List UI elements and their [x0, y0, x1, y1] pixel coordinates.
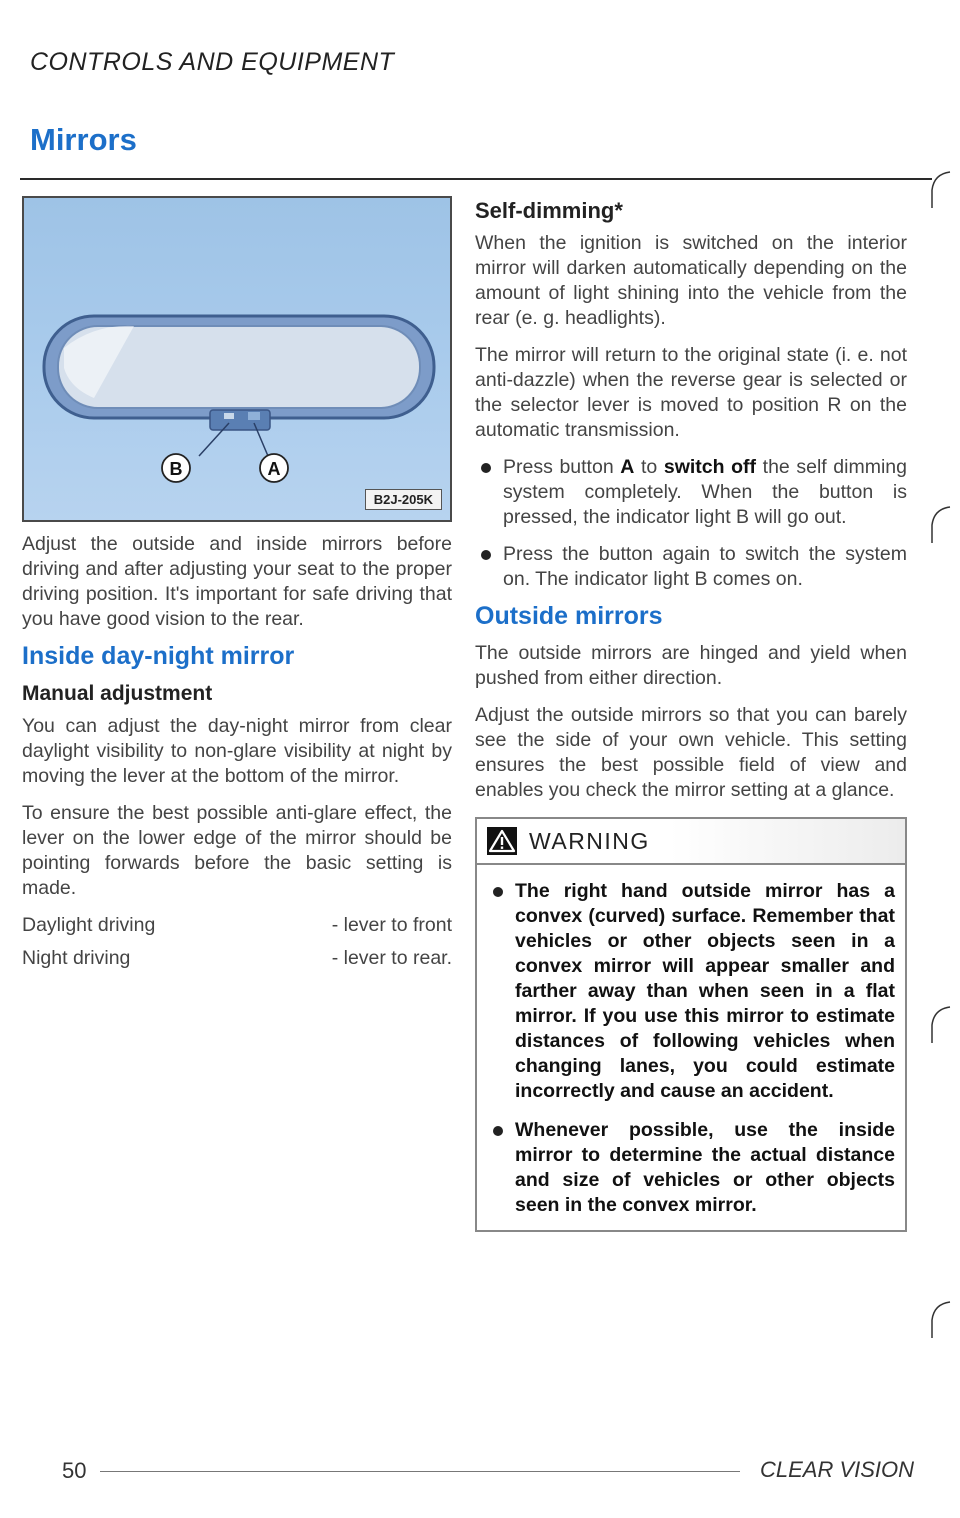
self-dimming-paragraph-2: The mirror will return to the original state (i. e. not anti-dazzle) when the reverse gear is selected or the selector lever is moved to position R on the automatic transmission.: [475, 344, 907, 441]
callout-a-label: A: [267, 459, 281, 479]
self-dimming-paragraph-1: When the ignition is switched on the interior mirror will darken automatically depending on the amount of light shining into the vehicle from the rear (e. g. headlights).: [475, 232, 907, 329]
mirror-base-control: [210, 410, 270, 430]
manual-paragraph-1: You can adjust the day-night mirror from clear daylight visibility to non-glare visibility at night by moving the lever at the bottom of the mirror.: [22, 715, 452, 787]
left-column: [22, 532, 452, 979]
bullet-text: Press button: [503, 456, 621, 478]
self-dimming-heading: Self-dimming*: [475, 198, 623, 223]
callout-b-label: B: [169, 459, 183, 479]
driving-value: - lever to rear.: [331, 947, 452, 969]
inside-mirror-heading: Inside day-night mirror: [22, 642, 295, 670]
bullet-text: to: [634, 456, 664, 478]
warning-bullet-2: Whenever possible, use the inside mirror to determine the actual distance and size of vehicles or other objects seen in the convex mirror.: [487, 1118, 895, 1218]
button-a: [248, 412, 260, 420]
page-edge-mark: [928, 170, 952, 210]
outside-mirrors-heading: Outside mirrors: [475, 602, 663, 630]
warning-bullet-1: The right hand outside mirror has a convex (curved) surface. Remember that vehicles or other objects seen in a convex mirror will appear smaller and farther away than when seen in a flat mirror. If you use this mirror to estimate distances of following vehicles when changing lanes, you could estimate incorrectly and cause an accident.: [487, 879, 895, 1104]
driving-row: [22, 913, 452, 938]
rearview-mirror-illustration: [24, 198, 450, 520]
page-edge-mark: [928, 1005, 952, 1045]
bullet-text: the self dimming system completely. When the button is pressed, the indicator light B will go out.: [503, 456, 907, 528]
footer-rule: [100, 1471, 740, 1472]
manual-paragraph-2: To ensure the best possible anti-glare effect, the lever on the lower edge of the mirror should be pointing forwards before the basic setting is made.: [22, 802, 452, 899]
page-edge-mark: [928, 505, 952, 545]
intro-paragraph: Adjust the outside and inside mirrors before driving and after adjusting your seat to the proper driving position. It's important for safe driving that you have good vision to the rear.: [22, 533, 452, 630]
warning-header: [477, 819, 905, 865]
driving-value: - lever to front: [331, 914, 452, 936]
warning-triangle-icon: [487, 827, 517, 855]
switch-off-keyword: switch off: [663, 456, 757, 478]
page-edge-mark: [928, 1300, 952, 1340]
bullet-switch-off: [475, 455, 907, 530]
chapter-title: CLEAR VISION: [760, 1457, 915, 1482]
outside-paragraph-1: The outside mirrors are hinged and yield when pushed from either direction.: [475, 642, 907, 689]
indicator-light-b: [224, 413, 234, 419]
figure-code: B2J-205K: [365, 489, 442, 510]
driving-label: Night driving: [22, 947, 131, 969]
manual-adjustment-heading: Manual adjustment: [22, 682, 213, 705]
page-number: 50: [62, 1458, 87, 1483]
bullet-switch-on: Press the button again to switch the system on. The indicator light B comes on.: [475, 542, 907, 592]
warning-box: [475, 817, 907, 1232]
right-column: [475, 198, 907, 1232]
page-title: Mirrors: [30, 122, 137, 157]
driving-row: [22, 946, 452, 971]
running-header: CONTROLS AND EQUIPMENT: [30, 48, 395, 76]
driving-label: Daylight driving: [22, 914, 156, 936]
title-rule: [20, 178, 932, 180]
mirror-figure: [22, 196, 452, 522]
outside-paragraph-2: Adjust the outside mirrors so that you can barely see the side of your own vehicle. This setting ensures the best possible field of view and enables you check the mirror setting at a glance.: [475, 704, 907, 801]
warning-body: [477, 865, 905, 1218]
button-a-ref: A: [620, 456, 635, 478]
warning-label: WARNING: [529, 827, 650, 854]
